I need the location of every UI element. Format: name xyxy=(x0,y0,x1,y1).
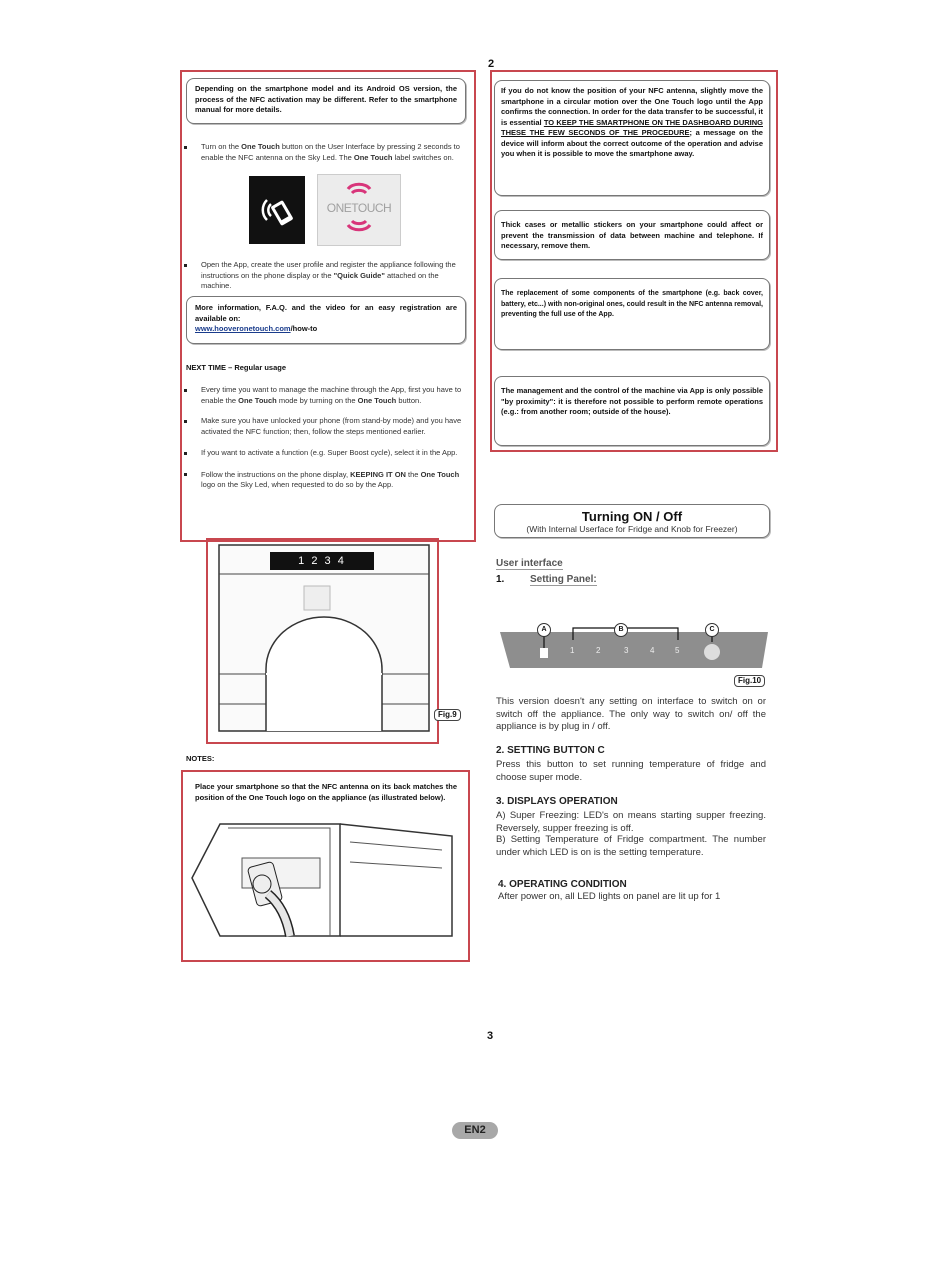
displays-operation-a: A) Super Freezing: LED's on means starting supper freezing. Reversely, supper freezing is off. xyxy=(496,810,766,834)
info-box xyxy=(186,296,466,344)
bullet6-text-a: Follow the instructions on the phone display, xyxy=(201,469,351,479)
bullet3-text-d: One Touch xyxy=(357,395,397,405)
panel-number-5: 5 xyxy=(675,646,680,655)
bullet-onetouch-turn-on xyxy=(182,142,466,163)
operating-condition-heading: 4. OPERATING CONDITION xyxy=(498,879,627,890)
panel-number-1: 1 xyxy=(570,646,575,655)
label-b-marker: B xyxy=(614,623,628,637)
notes-text: Place your smartphone so that the NFC antenna on its back matches the position of the One Touch logo on the appliance (as illustrated below). xyxy=(195,782,457,802)
replacement-text: The replacement of some components of the smartphone (e.g. back cover, battery, etc...) with non-original ones, could result in the NFC antenna removal, preventing the full use of the App. xyxy=(501,290,763,318)
bullet-open-app xyxy=(182,260,466,292)
bullet-list-3 xyxy=(182,385,466,500)
bullet2-text-a: Open the App, create the user profile and register the appliance following the instructions on the phone display or the xyxy=(201,260,456,280)
thick-cases-box xyxy=(494,210,770,260)
next-time-heading: NEXT TIME – Regular usage xyxy=(186,363,287,372)
fridge-front-illustration xyxy=(218,544,430,732)
fig10-label: Fig.10 xyxy=(734,675,765,687)
thick-cases-text: Thick cases or metallic stickers on your smartphone could affect or prevent the transmission of data between machine and telephone. If necessary, remove them. xyxy=(501,220,763,250)
bullet6-text-c: the xyxy=(405,469,421,479)
bullet-every-time xyxy=(182,385,466,406)
bullet2-text-b: "Quick Guide" xyxy=(333,270,385,280)
nfc-antenna-text-a: If you do not know the position of your NFC antenna, slightly move the smartphone in a circular motion over the One Touch logo until the App confirms the connection. In order for the data transfer to be successful, it is essential xyxy=(501,86,763,127)
nfc-antenna-text-b: TO KEEP THE SMARTPHONE ON THE DASHBOARD DURING THESE THE FEW SECONDS OF THE PROCEDURE xyxy=(501,117,763,137)
user-interface-heading: User interface xyxy=(496,558,563,569)
bullet-unlock-phone: Make sure you have unlocked your phone (from stand-by mode) and you have activated the NFC function; then, follow the steps mentioned earlier. xyxy=(182,416,466,437)
panel-number-2: 2 xyxy=(596,646,601,655)
bullet1-text-d: One Touch xyxy=(353,152,393,162)
fig9-label: Fig.9 xyxy=(434,709,461,721)
displays-operation-heading: 3. DISPLAYS OPERATION xyxy=(496,796,618,807)
page-number-bottom: 3 xyxy=(487,1030,494,1042)
label-c-marker: C xyxy=(705,623,719,637)
bullet3-text-e: button. xyxy=(396,395,422,405)
notes-label: NOTES: xyxy=(186,754,215,763)
setting-button-text: Press this button to set running temperature of fridge and choose super mode. xyxy=(496,759,766,783)
proximity-box xyxy=(494,376,770,446)
bullet2-text-c: attached on the machine. xyxy=(201,270,439,290)
bullet3-text-a: Every time you want to manage the machine through the App, first you have to enable the xyxy=(201,385,462,405)
hoover-onetouch-link[interactable]: www.hooveronetouch.com xyxy=(195,324,291,333)
onetouch-logo-image xyxy=(317,174,401,246)
setting-button-heading: 2. SETTING BUTTON C xyxy=(496,745,605,756)
panel-display-digits: 1 2 3 4 xyxy=(298,555,346,567)
bullet3-text-b: One Touch xyxy=(238,395,277,405)
language-badge: EN2 xyxy=(452,1122,498,1139)
bullet1-text-b: One Touch xyxy=(241,142,280,151)
bullet6-text-e: logo on the Sky Led, when requested to do so by the App. xyxy=(201,480,394,489)
bullet1-text-c: button on the User Interface by pressing 2 seconds to enable the NFC antenna on the Sky Led. The xyxy=(201,142,460,162)
intro-note-box xyxy=(186,78,466,124)
intro-note-text: Depending on the smartphone model and its Android OS version, the process of the NFC activation may be different. Refer to the smartphone manual for more details. xyxy=(195,84,457,114)
nfc-phone-icon xyxy=(249,176,305,244)
bullet-activate-function: If you want to activate a function (e.g. Super Boost cycle), select it in the App. xyxy=(182,448,466,459)
proximity-text: The management and the control of the machine via App is only possible "by proximity": it is therefore not possible to perform remote operations (e.g.: from another room; outside of the house). xyxy=(501,386,763,416)
setting-panel-number: 1. xyxy=(496,574,505,585)
nfc-antenna-text-c: ; a message on the device will inform about the correct outcome of the operation and advise you when it is possible to move the smartphone away. xyxy=(501,128,763,158)
fridge-phone-illustration xyxy=(190,818,462,938)
bullet3-text-c: mode by turning on the xyxy=(276,395,358,405)
displays-operation-b: B) Setting Temperature of Fridge compartment. The number under which LED is on is the setting temperature. xyxy=(496,834,766,858)
panel-number-4: 4 xyxy=(650,646,655,655)
version-text: This version doesn't any setting on interface to switch on or switch off the appliance. The only way to switch on/ off the appliance is by plug in / off. xyxy=(496,696,766,732)
bullet-follow-instructions xyxy=(182,470,466,491)
bullet1-text-a: Turn on the xyxy=(201,142,242,151)
link-suffix: /how-to xyxy=(290,324,318,333)
onetouch-logo-text: ONETOUCH xyxy=(326,201,392,215)
panel-number-3: 3 xyxy=(624,646,629,655)
bullet6-text-d: One Touch xyxy=(420,469,460,479)
replacement-box xyxy=(494,278,770,350)
bullet6-text-b: KEEPING IT ON xyxy=(350,469,406,479)
setting-panel-heading: Setting Panel: xyxy=(530,574,597,585)
nfc-antenna-box xyxy=(494,80,770,196)
bullet-list-1 xyxy=(182,142,466,172)
nfc-antenna-text xyxy=(501,86,763,160)
bullet-list-2 xyxy=(182,260,466,301)
info-box-text: More information, F.A.Q. and the video for an easy registration are available on: xyxy=(195,303,457,323)
bullet1-text-e: label switches on. xyxy=(392,152,454,162)
label-a-marker: A xyxy=(537,623,551,637)
turning-title: Turning ON / Off xyxy=(581,509,683,524)
page-number-top: 2 xyxy=(488,58,495,70)
turning-on-off-box xyxy=(494,504,770,538)
operating-condition-text: After power on, all LED lights on panel are lit up for 1 xyxy=(498,891,721,902)
turning-subtitle: (With Internal Userface for Fridge and Knob for Freezer) xyxy=(526,524,738,534)
